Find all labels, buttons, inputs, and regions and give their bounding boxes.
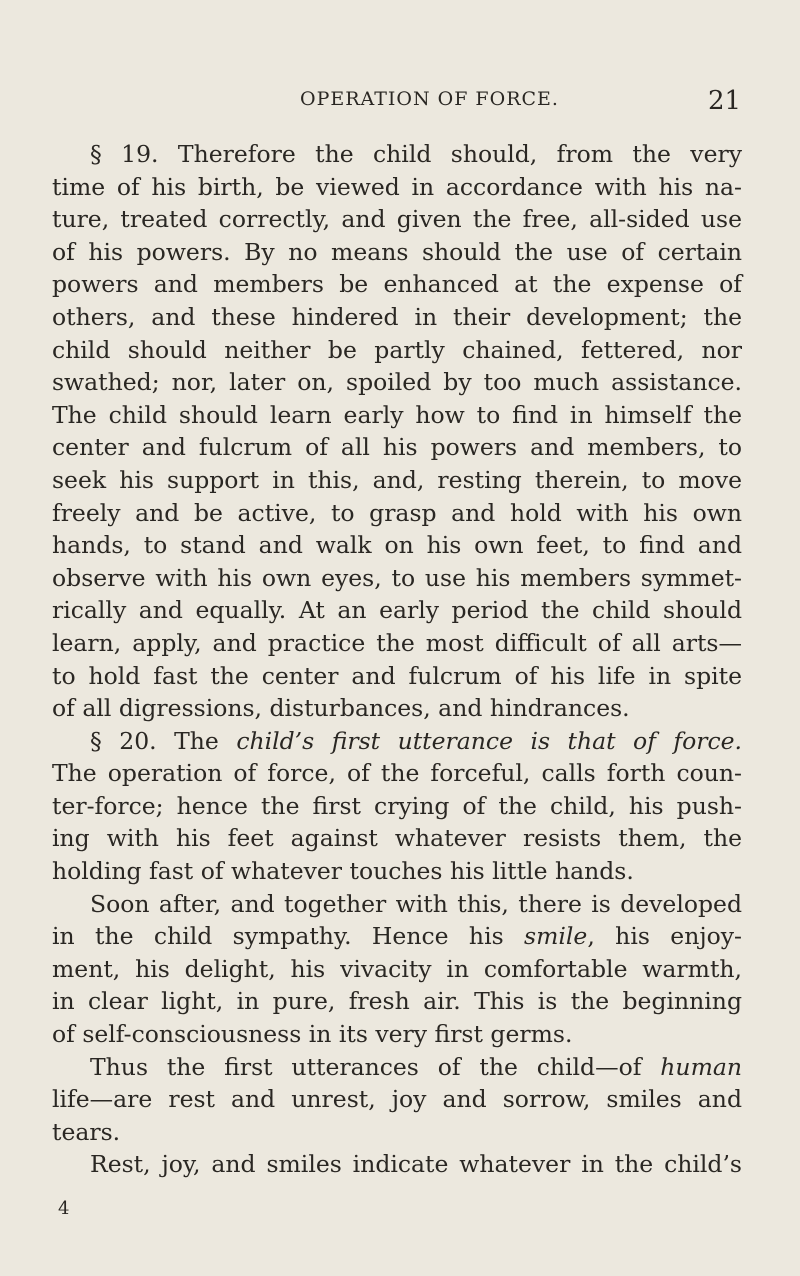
text-line: child should neither be partly chained, fettered, nor [52,335,742,364]
text-line: Rest, joy, and smiles indicate whatever in the child’s [90,1150,742,1179]
text-line: of all digressions, disturbances, and hindrances. [52,694,630,723]
paragraph-sympathy [52,888,742,1051]
text-line: in clear light, in pure, fresh air. This is the beginning [52,987,742,1016]
running-head [0,88,800,118]
text-line-with-emphasis [52,1051,742,1084]
text-line: seek his support in this, and, resting therein, to move [52,465,742,494]
text-line: powers and members be enhanced at the expense of [52,270,742,299]
paragraph-20 [52,725,742,888]
text-line: ing with his feet against whatever resists them, the [52,824,742,853]
text-run: , his enjoy- [587,922,742,951]
section-prefix: § 20. The [90,726,237,755]
text-line: holding fast of whatever touches his little hands. [52,857,634,886]
text-line: observe with his own eyes, to use his members symmet- [52,563,742,592]
text-line: The child should learn early how to find in himself the [52,400,742,429]
text-run: in the child sympathy. Hence his [52,922,525,951]
section-heading-line [52,725,742,758]
paragraph-first-utterances [52,1051,742,1149]
text-line: ter-force; hence the first crying of the child, his push- [52,791,742,820]
text-line: The operation of force, of the forceful, calls forth coun- [52,759,742,788]
text-line: swathed; nor, later on, spoiled by too much assistance. [52,368,742,397]
text-line: rically and equally. At an early period the child should [52,596,742,625]
text-line: learn, apply, and practice the most difficult of all arts— [52,628,742,657]
text-line: of self-consciousness in its very first germs. [52,1020,573,1049]
running-head-title: OPERATION OF FORCE. [300,88,559,110]
text-line: § 19. Therefore the child should, from the very [90,140,742,168]
section-italic-title: child’s first utterance is that of force. [236,726,742,755]
emphasis-human: human [660,1052,742,1081]
text-line: of his powers. By no means should the use of certain [52,237,742,266]
page-number: 21 [708,86,742,116]
text-line: tears. [52,1117,121,1146]
text-line: freely and be active, to grasp and hold with his own [52,498,742,527]
text-line: ture, treated correctly, and given the free, all-sided use [52,205,742,234]
signature-mark: 4 [58,1198,70,1219]
text-line: center and fulcrum of all his powers and members, to [52,433,742,462]
text-line: life—are rest and unrest, joy and sorrow, smiles and [52,1085,742,1114]
text-run: Thus the first utterances of the child—of [90,1052,661,1081]
emphasis-smile: smile [524,922,588,951]
text-line: ment, his delight, his vivacity in comfortable warmth, [52,954,742,983]
body-text [52,138,742,1181]
text-line-with-emphasis [52,920,742,953]
text-line: Soon after, and together with this, there is developed [90,889,742,918]
text-line: to hold fast the center and fulcrum of his life in spite [52,661,742,690]
paragraph-19 [52,138,742,725]
paragraph-rest-joy [52,1148,742,1181]
text-line: time of his birth, be viewed in accordance with his na- [52,172,742,201]
text-line: hands, to stand and walk on his own feet, to find and [52,531,742,560]
text-line: others, and these hindered in their development; the [52,302,742,331]
